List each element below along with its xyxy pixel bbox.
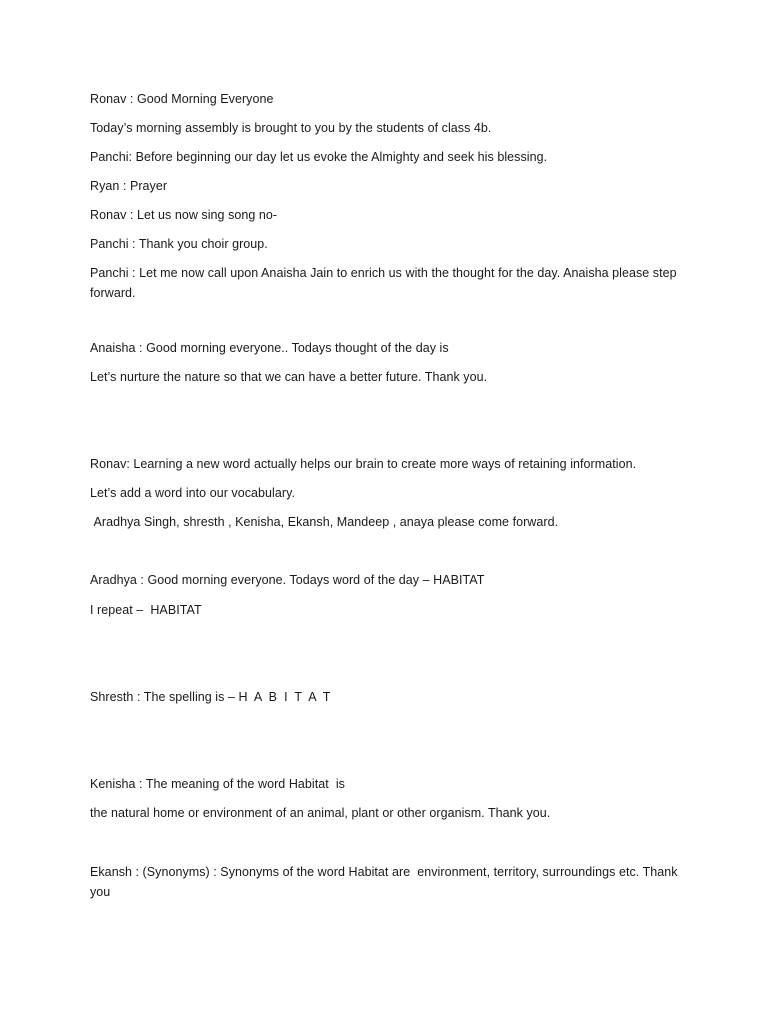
script-line-meaning-text: the natural home or environment of an animal, plant or other organism. Thank you. bbox=[90, 806, 551, 820]
script-line-add-word: Let’s add a word into our vocabulary. bbox=[90, 486, 295, 500]
script-line-panchi-call-anaisha: Panchi : Let me now call upon Anaisha Jain to enrich us with the thought for the day. Anaisha please step forward. bbox=[90, 266, 681, 300]
script-line-kenisha-meaning: Kenisha : The meaning of the word Habitat is bbox=[90, 777, 345, 791]
script-line-shresth-spelling: Shresth : The spelling is – H A B I T A T bbox=[90, 690, 331, 704]
script-line-ronav-song: Ronav : Let us now sing song no- bbox=[90, 208, 278, 222]
script-line-anaisha-thought: Anaisha : Good morning everyone.. Todays thought of the day is bbox=[90, 341, 449, 355]
script-line-repeat-word: I repeat – HABITAT bbox=[90, 603, 202, 617]
script-line-assembly-intro: Today’s morning assembly is brought to you by the students of class 4b. bbox=[90, 121, 492, 135]
script-line-ryan-prayer: Ryan : Prayer bbox=[90, 179, 168, 193]
script-line-panchi-blessing: Panchi: Before beginning our day let us evoke the Almighty and seek his blessing. bbox=[90, 150, 548, 164]
script-line-panchi-thanks: Panchi : Thank you choir group. bbox=[90, 237, 268, 251]
script-line-aradhya-word: Aradhya : Good morning everyone. Todays word of the day – HABITAT bbox=[90, 573, 485, 587]
script-line-thought-text: Let’s nurture the nature so that we can have a better future. Thank you. bbox=[90, 370, 488, 384]
script-line-ronav-new-word: Ronav: Learning a new word actually helps our brain to create more ways of retaining information. bbox=[90, 457, 637, 471]
script-line-students-forward: Aradhya Singh, shresth , Kenisha, Ekansh, Mandeep , anaya please come forward. bbox=[90, 515, 559, 529]
script-line-ekansh-synonyms: Ekansh : (Synonyms) : Synonyms of the word Habitat are environment, territory, surroundings etc. Thank you bbox=[90, 865, 682, 899]
script-line-ronav-greeting: Ronav : Good Morning Everyone bbox=[90, 92, 274, 106]
